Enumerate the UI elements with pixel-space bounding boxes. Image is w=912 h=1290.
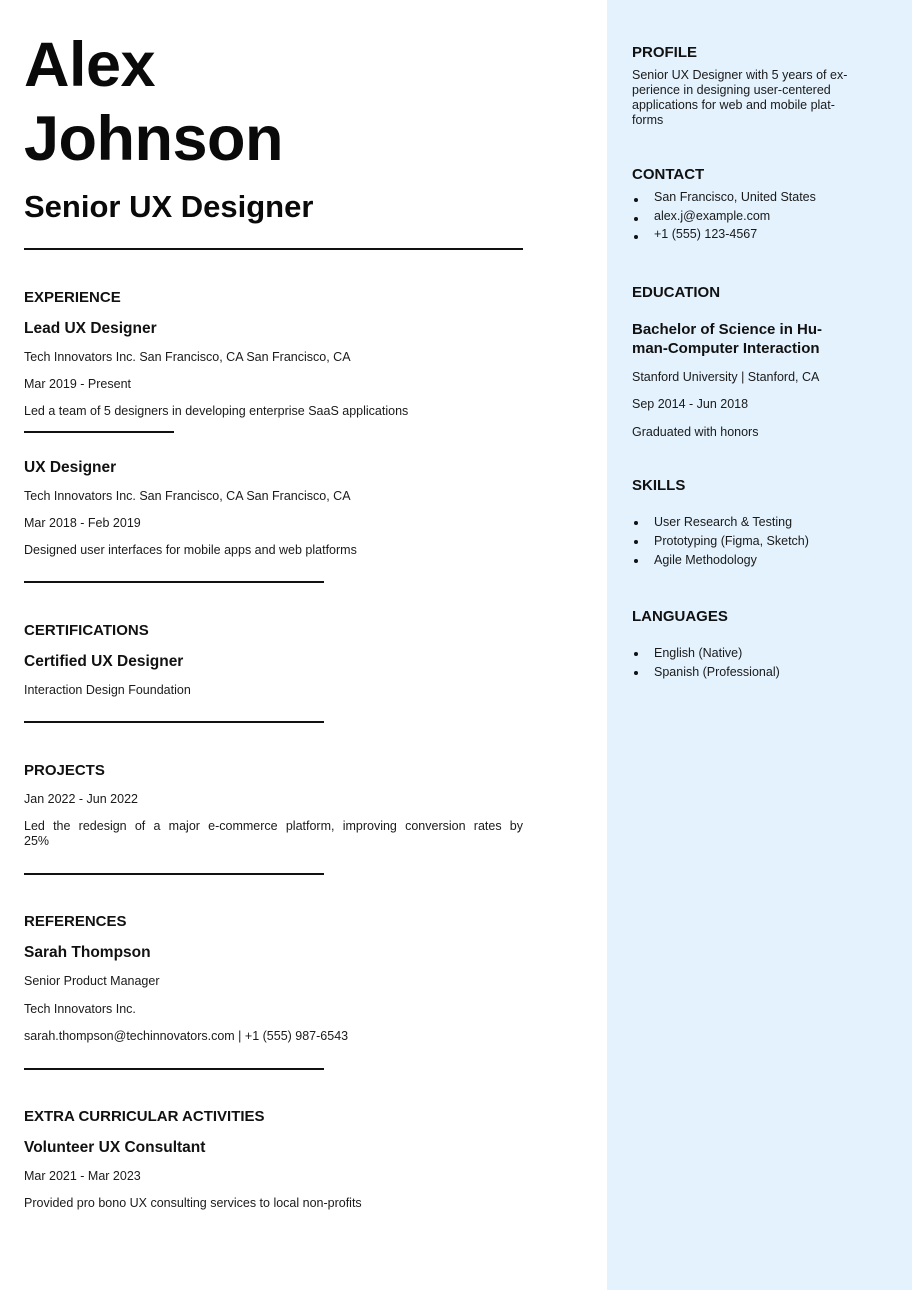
- degree-line-1: Bachelor of Science in Hu-: [632, 321, 823, 338]
- job-title: Senior UX Designer: [24, 189, 314, 224]
- profile-line-4: forms: [632, 113, 664, 127]
- bullet-icon: [634, 652, 638, 656]
- section-divider: [24, 581, 324, 583]
- reference-company: Tech Innovators Inc.: [24, 1002, 136, 1016]
- profile-heading: PROFILE: [632, 44, 698, 61]
- certifications-heading: CERTIFICATIONS: [24, 622, 149, 639]
- job-company-1: Tech Innovators Inc. San Francisco, CA San Francisco, CA: [24, 350, 351, 364]
- experience-heading: EXPERIENCE: [24, 289, 121, 306]
- bullet-icon: [634, 235, 638, 239]
- job-description-1: Led a team of 5 designers in developing enterprise SaaS applications: [24, 404, 409, 418]
- section-divider: [24, 721, 324, 723]
- job-title-2: UX Designer: [24, 459, 117, 476]
- education-heading: EDUCATION: [632, 284, 721, 301]
- reference-contact: sarah.thompson@techinnovators.com | +1 (555) 987-6543: [24, 1029, 349, 1043]
- bullet-icon: [634, 198, 638, 202]
- education-note: Graduated with honors: [632, 425, 759, 439]
- certification-title: Certified UX Designer: [24, 653, 184, 670]
- language-item: English (Native): [654, 646, 743, 660]
- job-title-1: Lead UX Designer: [24, 320, 157, 337]
- bullet-icon: [634, 559, 638, 563]
- job-dates-1: Mar 2019 - Present: [24, 377, 131, 391]
- school-name: Stanford University | Stanford, CA: [632, 370, 820, 384]
- project-dates: Jan 2022 - Jun 2022: [24, 792, 138, 806]
- extracurricular-heading: EXTRA CURRICULAR ACTIVITIES: [24, 1108, 265, 1125]
- profile-line-3: applications for web and mobile plat-: [632, 98, 835, 112]
- profile-line-2: perience in designing user-centered: [632, 83, 831, 97]
- bullet-icon: [634, 540, 638, 544]
- activity-description: Provided pro bono UX consulting services to local non-profits: [24, 1196, 362, 1210]
- section-divider: [24, 1068, 324, 1070]
- profile-line-1: Senior UX Designer with 5 years of ex-: [632, 68, 848, 82]
- references-heading: REFERENCES: [24, 913, 127, 930]
- degree-line-2: man-Computer Interaction: [632, 340, 820, 357]
- contact-email: alex.j@example.com: [654, 209, 771, 223]
- header-divider: [24, 248, 523, 250]
- bullet-icon: [634, 521, 638, 525]
- skill-item: User Research & Testing: [654, 515, 793, 529]
- contact-location: San Francisco, United States: [654, 190, 816, 204]
- contact-phone: +1 (555) 123-4567: [654, 227, 758, 241]
- job-description-2: Designed user interfaces for mobile apps and web platforms: [24, 543, 357, 557]
- project-description-line1: Led the redesign of a major e-commerce platform, improving conversion rates by: [24, 819, 523, 833]
- projects-heading: PROJECTS: [24, 762, 105, 779]
- education-dates: Sep 2014 - Jun 2018: [632, 397, 749, 411]
- certification-issuer: Interaction Design Foundation: [24, 683, 191, 697]
- bullet-icon: [634, 217, 638, 221]
- skill-item: Prototyping (Figma, Sketch): [654, 534, 809, 548]
- skill-item: Agile Methodology: [654, 553, 757, 567]
- job-dates-2: Mar 2018 - Feb 2019: [24, 516, 141, 530]
- first-name: Alex: [24, 30, 156, 100]
- last-name: Johnson: [24, 104, 283, 174]
- activity-title: Volunteer UX Consultant: [24, 1139, 206, 1156]
- reference-name: Sarah Thompson: [24, 944, 151, 961]
- job-company-2: Tech Innovators Inc. San Francisco, CA San Francisco, CA: [24, 489, 351, 503]
- section-divider: [24, 873, 324, 875]
- job-divider: [24, 431, 174, 433]
- contact-heading: CONTACT: [632, 166, 705, 183]
- project-description-line2: 25%: [24, 834, 50, 848]
- candidate-name: [24, 28, 283, 176]
- language-item: Spanish (Professional): [654, 665, 780, 679]
- activity-dates: Mar 2021 - Mar 2023: [24, 1169, 141, 1183]
- bullet-icon: [634, 671, 638, 675]
- skills-heading: SKILLS: [632, 477, 686, 494]
- languages-heading: LANGUAGES: [632, 608, 728, 625]
- reference-role: Senior Product Manager: [24, 974, 160, 988]
